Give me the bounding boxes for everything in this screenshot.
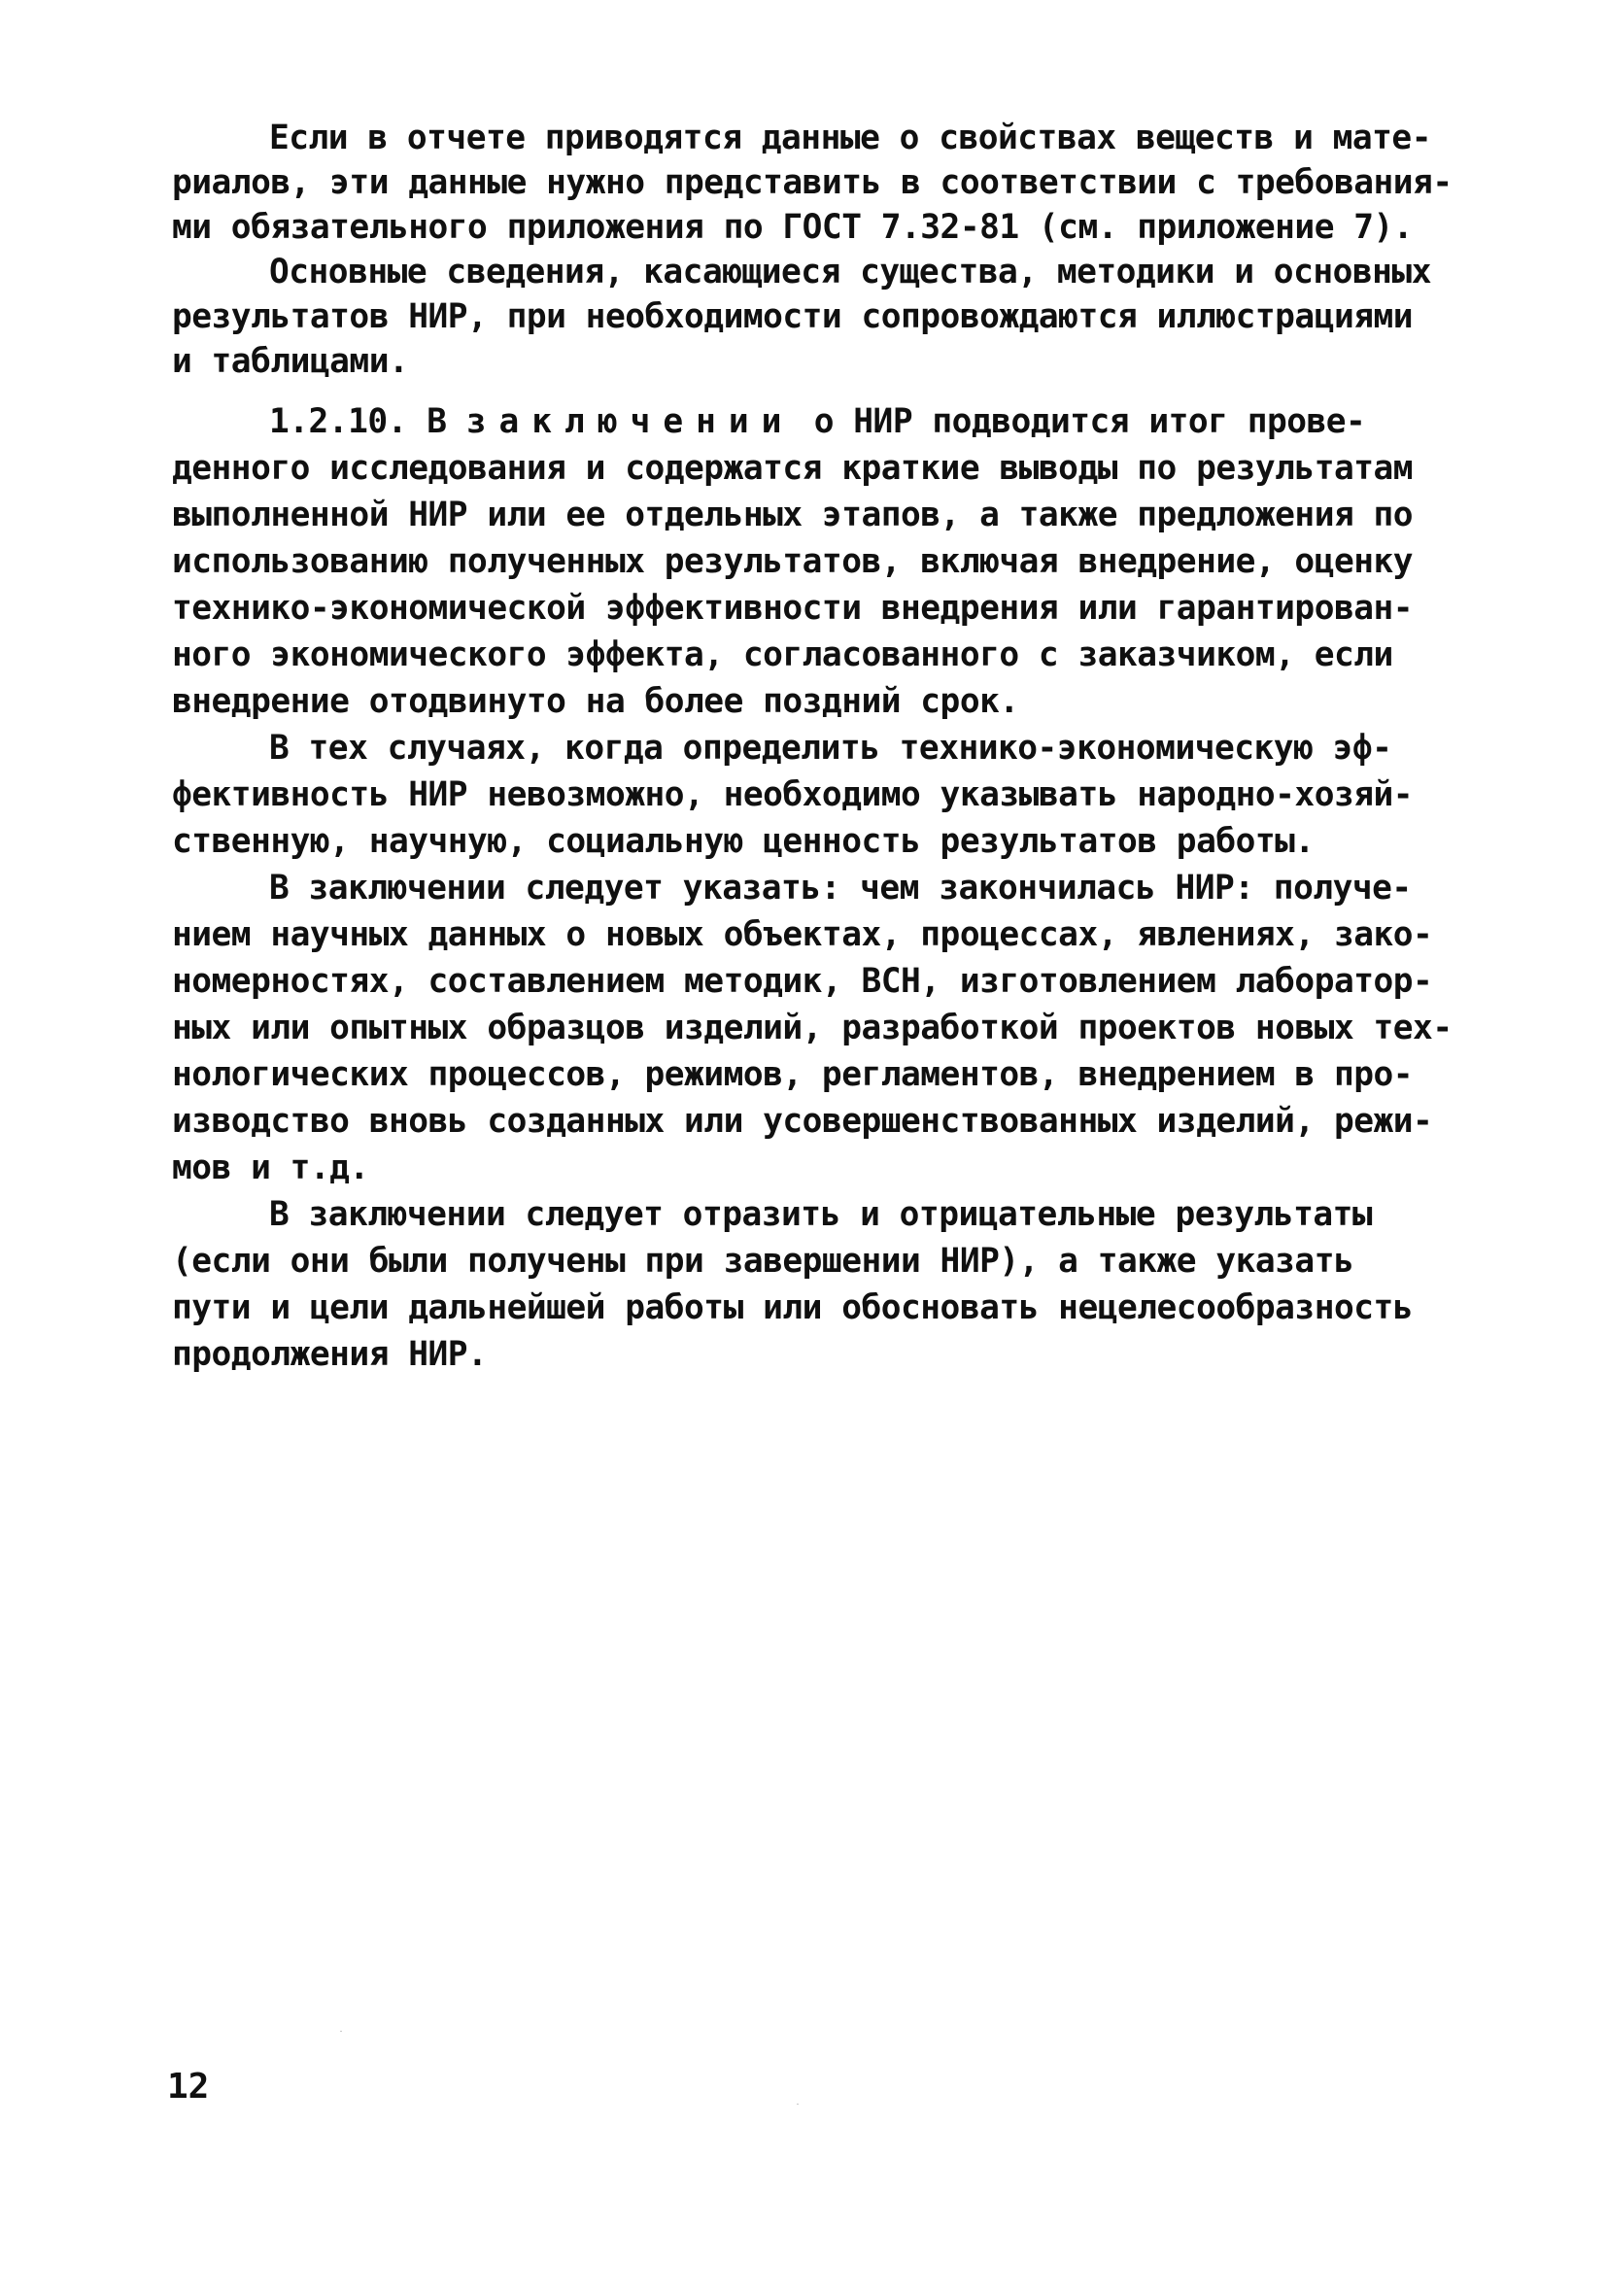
text-line: и таблицами. xyxy=(172,342,409,381)
text-line: Основные сведения, касающиеся существа, методики и основных xyxy=(269,253,1431,291)
scan-speck xyxy=(340,2031,342,2032)
text-line: ми обязательного приложения по ГОСТ 7.32-81 (см. приложение 7). xyxy=(172,208,1414,247)
text-line: мов и т.д. xyxy=(172,1148,369,1187)
text-line: продолжения НИР. xyxy=(172,1335,488,1374)
text-line: ного экономического эффекта, согласованного с заказчиком, если xyxy=(172,635,1393,674)
spaced-term: заключении xyxy=(465,402,795,441)
text-line: нологических процессов, режимов, регламентов, внедрением в про- xyxy=(172,1055,1414,1094)
text-line: технико-экономической эффективности внедрения или гарантирован- xyxy=(172,589,1414,628)
section-preposition: В xyxy=(427,402,447,441)
section-heading-rest: о НИР подводится итог прове- xyxy=(813,402,1366,441)
text-line: В заключении следует отразить и отрицательные результаты xyxy=(269,1195,1373,1234)
text-line: внедрение отодвинуто на более поздний срок. xyxy=(172,682,1019,721)
page-number: 12 xyxy=(167,2067,210,2107)
text-line: номерностях, составлением методик, ВСН, изготовлением лаборатор- xyxy=(172,962,1433,1001)
text-line: денного исследования и содержатся краткие выводы по результатам xyxy=(172,449,1414,488)
text-line: изводство вновь созданных или усовершенствованных изделий, режи- xyxy=(172,1102,1433,1141)
text-line: (если они были получены при завершении НИР), а также указать xyxy=(172,1242,1354,1281)
text-line: фективность НИР невозможно, необходимо указывать народно-хозяй- xyxy=(172,775,1414,814)
text-line: пути и цели дальнейшей работы или обосновать нецелесообразность xyxy=(172,1288,1414,1327)
text-line: ственную, научную, социальную ценность результатов работы. xyxy=(172,822,1315,861)
text-line: результатов НИР, при необходимости сопровождаются иллюстрациями xyxy=(172,297,1414,336)
text-line: В тех случаях, когда определить технико-экономическую эф- xyxy=(269,729,1392,768)
text-line: риалов, эти данные нужно представить в соответствии с требования- xyxy=(172,163,1453,202)
text-line: выполненной НИР или ее отдельных этапов, а также предложения по xyxy=(172,496,1414,534)
text-line: Если в отчете приводятся данные о свойствах веществ и мате- xyxy=(269,119,1431,157)
text-line: ных или опытных образцов изделий, разработкой проектов новых тех- xyxy=(172,1009,1453,1047)
section-heading-line xyxy=(269,400,1365,443)
text-line: нием научных данных о новых объектах, процессах, явлениях, зако- xyxy=(172,915,1433,954)
scan-speck xyxy=(797,2104,799,2105)
text-line: В заключении следует указать: чем закончилась НИР: получе- xyxy=(269,869,1412,908)
text-line: использованию полученных результатов, включая внедрение, оценку xyxy=(172,542,1414,581)
section-number: 1.2.10. xyxy=(269,402,407,441)
